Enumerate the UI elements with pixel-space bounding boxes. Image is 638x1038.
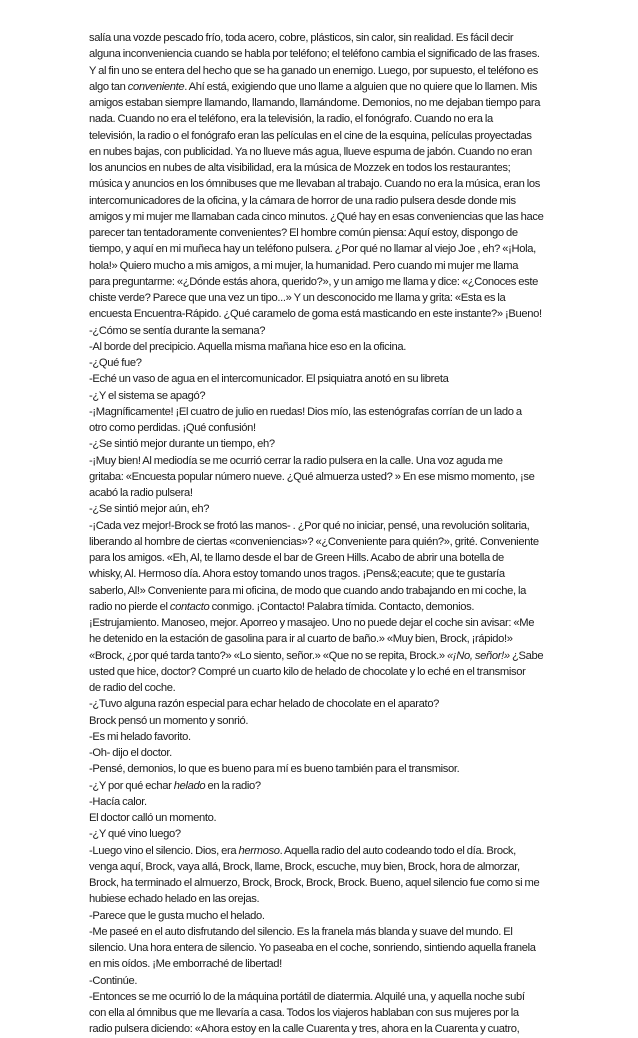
text-segment: -Luego vino el silencio. Dios, era bbox=[89, 844, 239, 857]
text-segment: para los amigos. «Eh, Al, te llamo desde el bar de Green Hills. Acabo de abrir una botella de bbox=[89, 552, 504, 564]
text-segment: silencio. Una hora entera de silencio. Yo paseaba en el coche, sonriendo, sintiendo aquella franela bbox=[89, 942, 536, 954]
text-line bbox=[89, 30, 584, 46]
text-segment: -¿Se sintió mejor durante un tiempo, eh? bbox=[89, 438, 275, 451]
text-segment: de radio del coche. bbox=[89, 682, 176, 694]
italic-text-segment: hermoso bbox=[238, 844, 280, 857]
text-segment: radio pulsera diciendo: «Ahora estoy en la calle Cuarenta y tres, ahora en la Cuarenta y cuatro, bbox=[89, 1023, 520, 1036]
text-line bbox=[89, 924, 584, 940]
text-segment: -¡Muy bien! Al mediodía se me ocurrió cerrar la radio pulsera en la calle. Una voz aguda me bbox=[89, 454, 503, 467]
text-segment: «Brock, ¿por qué tarda tanto?» «Lo siento, señor.» «Que no se repita, Brock.» bbox=[89, 649, 448, 662]
text-segment: El doctor calló un momento. bbox=[89, 812, 217, 824]
text-segment: -¿Y por qué echar bbox=[89, 779, 174, 792]
italic-text-segment: «¡No, señor!» bbox=[447, 649, 510, 662]
text-line bbox=[89, 826, 584, 842]
text-segment: con ella al ómnibus que me llevaría a casa. Todos los viajeros hablaban con sus mujeres por la bbox=[89, 1007, 519, 1019]
text-segment: en la radio? bbox=[205, 779, 261, 792]
text-segment: ¿Sabe bbox=[509, 649, 544, 662]
text-segment: -Es mi helado favorito. bbox=[89, 730, 191, 743]
text-segment: -Eché un vaso de agua en el intercomunicador. El psiquiatra anotó en su libreta bbox=[89, 373, 449, 386]
text-segment: -¿Se sintió mejor aún, eh? bbox=[89, 503, 210, 516]
text-segment: liberando al hombre de ciertas «conveniencias»? «¿Conveniente para quién?», grité. Conveniente bbox=[89, 535, 539, 548]
italic-text-segment: contacto bbox=[169, 600, 210, 613]
text-line bbox=[89, 290, 584, 306]
text-segment: -Pensé, demonios, lo que es bueno para mí es bueno también para el transmisor. bbox=[89, 763, 460, 776]
text-segment: hubiese echado helado en las orejas. bbox=[89, 893, 260, 906]
text-line bbox=[89, 63, 584, 79]
text-line bbox=[89, 501, 584, 517]
text-segment: -¡Magníficamente! ¡El cuatro de julio en ruedas! Dios mío, las estenógrafas corrían de un lado a bbox=[89, 405, 522, 418]
text-line bbox=[89, 274, 584, 290]
text-segment: televisión, la radio o el fonógrafo eran las películas en el cine de la esquina, películas proyectadas bbox=[89, 129, 532, 142]
text-segment: en nubes bajas, con publicidad. Ya no llueve más agua, llueve espuma de jabón. Cuando no eran bbox=[89, 145, 532, 158]
text-line bbox=[89, 583, 584, 599]
text-segment: chiste verde? Parece que una vez un tipo...» Y un desconocido me llama y grita: «Esta es la bbox=[89, 292, 506, 304]
text-segment: amigos y mi mujer me llamaban cada cinco minutos. ¿Qué hay en esas conveniencias que las hace bbox=[89, 210, 544, 223]
text-line bbox=[89, 891, 584, 907]
text-segment: ¡Estrujamiento. Manoseo, mejor. Aporreo y masajeo. Uno no puede dejar el coche sin avisar: «Me bbox=[89, 617, 535, 629]
text-segment: he detenido en la estación de gasolina para ir al cuarto de baño.» «Muy bien, Brock, ¡rápido!» bbox=[89, 633, 513, 646]
text-line bbox=[89, 111, 584, 127]
text-line bbox=[89, 420, 584, 436]
text-line bbox=[89, 193, 584, 209]
text-line bbox=[89, 794, 584, 810]
text-segment: intercomunicadores de la oficina, y la cámara de horror de una radio pulsera desde donde mis bbox=[89, 194, 516, 207]
text-line bbox=[89, 469, 584, 485]
text-line bbox=[89, 518, 584, 534]
text-line bbox=[89, 778, 584, 794]
text-segment: salía una vozde pescado frío, toda acero, cobre, plásticos, sin calor, sin realidad. Es fácil decir bbox=[89, 32, 514, 44]
text-line bbox=[89, 436, 584, 452]
text-line bbox=[89, 761, 584, 777]
text-segment: -Hacía calor. bbox=[89, 795, 147, 808]
text-segment: acabó la radio pulsera! bbox=[89, 487, 193, 499]
text-line bbox=[89, 566, 584, 582]
text-segment: gritaba: «Encuesta popular número nueve. ¿Qué almuerza usted? » En ese mismo momento, ¡se bbox=[89, 470, 535, 483]
text-segment: -¿Y qué vino luego? bbox=[89, 828, 181, 841]
text-line bbox=[89, 339, 584, 355]
text-line bbox=[89, 680, 584, 696]
text-line bbox=[89, 940, 584, 956]
text-line bbox=[89, 713, 584, 729]
text-segment: -¿Tuvo alguna razón especial para echar helado de chocolate en el aparato? bbox=[89, 698, 440, 711]
text-segment: en mis oídos. ¡Me emborraché de libertad! bbox=[89, 958, 282, 971]
text-segment: -Me paseé en el auto disfrutando del silencio. Es la franela más blanda y suave del mundo. El bbox=[89, 925, 513, 938]
text-line bbox=[89, 908, 584, 924]
text-line bbox=[89, 160, 584, 176]
text-line bbox=[89, 989, 584, 1005]
text-line bbox=[89, 355, 584, 371]
text-segment: hola!» Quiero mucho a mis amigos, a mi mujer, la humanidad. Pero cuando mi mujer me llama bbox=[89, 259, 519, 272]
text-segment: -¿Y el sistema se apagó? bbox=[89, 389, 206, 402]
text-segment: nada. Cuando no era el teléfono, era la televisión, la radio, el fonógrafo. Cuando no era la bbox=[89, 113, 493, 126]
document-body bbox=[89, 30, 584, 1038]
text-line bbox=[89, 485, 584, 501]
text-segment: saberlo, Al!» Conveniente para mi oficina, de modo que cuando ando trabajando en mi coche, la bbox=[89, 584, 526, 597]
text-segment: encuesta Encuentra-Rápido. ¿Qué caramelo de goma está masticando en este instante?» ¡Bueno! bbox=[89, 308, 542, 321]
text-line bbox=[89, 859, 584, 875]
text-segment: -Al borde del precipicio. Aquella misma mañana hice eso en la oficina. bbox=[89, 340, 407, 353]
text-segment: venga aquí, Brock, vaya allá, Brock, llame, Brock, escuche, muy bien, Brock, hora de almorzar, bbox=[89, 860, 520, 873]
text-line bbox=[89, 323, 584, 339]
text-segment: . Aquella radio del auto codeando todo el día. Brock, bbox=[279, 844, 516, 857]
text-line bbox=[89, 176, 584, 192]
text-line bbox=[89, 225, 584, 241]
text-line bbox=[89, 1005, 584, 1021]
text-segment: -Entonces se me ocurrió lo de la máquina portátil de diatermia. Alquilé una, y aquella noche subí bbox=[89, 990, 525, 1003]
text-segment: amigos estaban siempre llamando, llamando, llamándome. Demonios, no me dejaban tiempo para bbox=[89, 97, 541, 109]
text-line bbox=[89, 550, 584, 566]
text-line bbox=[89, 843, 584, 859]
text-segment: parecer tan tentadoramente convenientes? El hombre común piensa: Aquí estoy, dispongo de bbox=[89, 227, 518, 239]
text-line bbox=[89, 128, 584, 144]
text-line bbox=[89, 453, 584, 469]
text-segment: -¿Qué fue? bbox=[89, 357, 142, 369]
text-segment: -¿Cómo se sentía durante la semana? bbox=[89, 324, 266, 337]
text-line bbox=[89, 258, 584, 274]
text-line bbox=[89, 209, 584, 225]
text-line bbox=[89, 664, 584, 680]
text-segment: los anuncios en nubes de alta visibilidad, era la música de Mozzek en todos los restaurantes; bbox=[89, 162, 511, 174]
text-line bbox=[89, 371, 584, 387]
text-segment: Brock, ha terminado el almuerzo, Brock, Brock, Brock, Brock. Bueno, aquel silencio fue como si me bbox=[89, 877, 540, 889]
text-segment: -Continúe. bbox=[89, 974, 138, 987]
text-segment: algo tan bbox=[89, 80, 128, 93]
text-segment: -¡Cada vez mejor!-Brock se frotó las manos- . ¿Por qué no iniciar, pensé, una revolución solitaria, bbox=[89, 519, 530, 532]
text-segment: usted que hice, doctor? Compré un cuarto kilo de helado de chocolate y lo eché en el transmisor bbox=[89, 665, 526, 678]
text-line bbox=[89, 729, 584, 745]
text-line bbox=[89, 599, 584, 615]
text-line bbox=[89, 956, 584, 972]
text-line bbox=[89, 404, 584, 420]
text-line bbox=[89, 810, 584, 826]
italic-text-segment: helado bbox=[173, 779, 206, 792]
text-line bbox=[89, 875, 584, 891]
text-segment: -Oh- dijo el doctor. bbox=[89, 747, 172, 759]
text-line bbox=[89, 615, 584, 631]
text-line bbox=[89, 95, 584, 111]
text-segment: tiempo, y aquí en mi muñeca hay un teléfono pulsera. ¿Por qué no llamar al viejo Joe , eh? «¡Hola, bbox=[89, 243, 536, 256]
text-line bbox=[89, 1021, 584, 1037]
text-line bbox=[89, 745, 584, 761]
text-segment: whisky, Al. Hermoso día. Ahora estoy tomando unos tragos. ¡Pens&;eacute; que te gustaría bbox=[89, 568, 505, 581]
text-segment: música y anuncios en los ómnibuses que me llevaban al trabajo. Cuando no era la música, eran los bbox=[89, 178, 541, 191]
text-segment: otro como perdidas. ¡Qué confusión! bbox=[89, 422, 256, 434]
text-line bbox=[89, 79, 584, 95]
text-segment: -Parece que le gusta mucho el helado. bbox=[89, 909, 265, 922]
text-segment: para preguntarme: «¿Dónde estás ahora, querido?», y un amigo me llama y dice: «¿Conoces este bbox=[89, 275, 538, 288]
italic-text-segment: conveniente bbox=[127, 80, 185, 93]
text-line bbox=[89, 696, 584, 712]
text-line bbox=[89, 46, 584, 62]
text-line bbox=[89, 306, 584, 322]
text-line bbox=[89, 388, 584, 404]
text-line bbox=[89, 648, 584, 664]
text-line bbox=[89, 631, 584, 647]
text-segment: . Ahí está, exigiendo que uno llame a alguien que no quiere que lo llamen. Mis bbox=[184, 80, 537, 93]
text-line bbox=[89, 144, 584, 160]
text-segment: alguna inconveniencia cuando se habla por teléfono; el teléfono cambia el significado de las frases. bbox=[89, 48, 540, 61]
text-line bbox=[89, 534, 584, 550]
text-segment: conmigo. ¡Contacto! Palabra tímida. Contacto, demonios. bbox=[209, 600, 475, 613]
text-segment: Brock pensó un momento y sonrió. bbox=[89, 714, 249, 727]
text-line bbox=[89, 241, 584, 257]
text-segment: Y al fin uno se entera del hecho que se ha ganado un enemigo. Luego, por supuesto, el teléfono es bbox=[89, 64, 538, 77]
text-segment: radio no pierde el bbox=[89, 600, 170, 613]
